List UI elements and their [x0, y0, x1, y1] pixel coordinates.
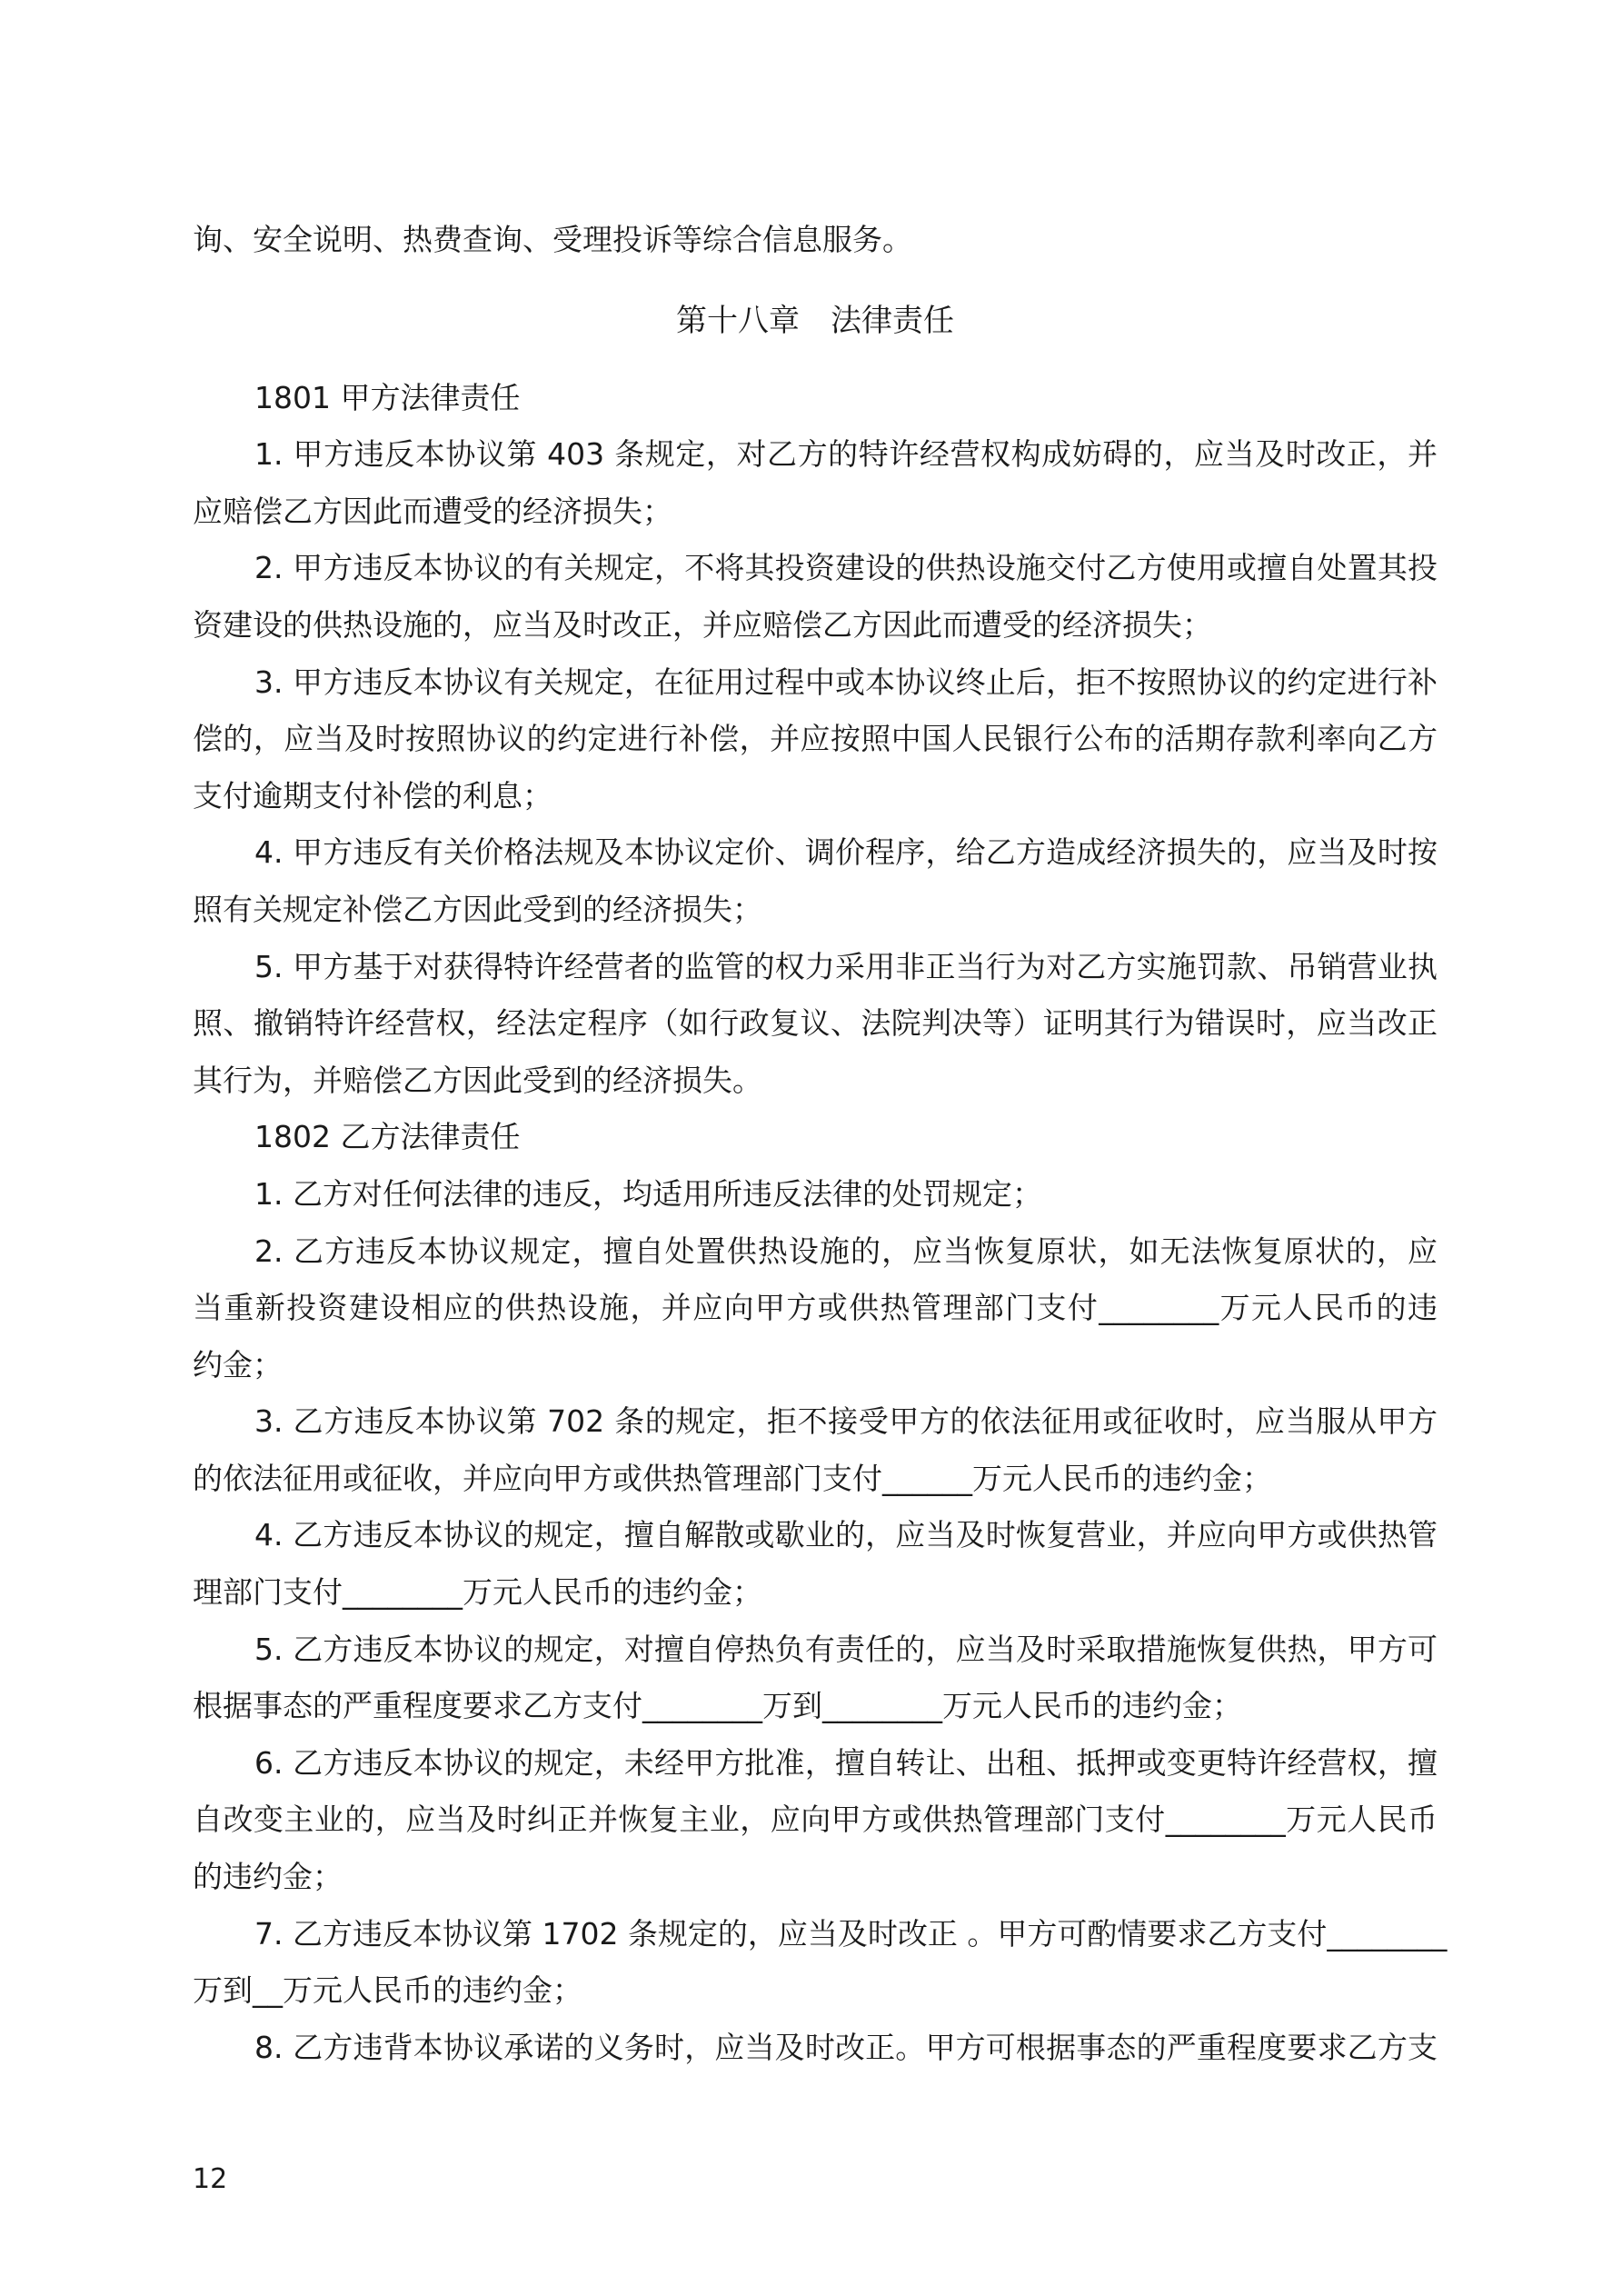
text-line: 4. 乙方违反本协议的规定，擅自解散或歇业的，应当及时恢复营业，并应向甲方或供热管	[254, 1517, 1438, 1553]
text-line: 1802 乙方法律责任	[254, 1119, 521, 1155]
text-line: 5. 乙方违反本协议的规定，对擅自停热负有责任的，应当及时采取措施恢复供热，甲方可	[254, 1631, 1438, 1667]
document-body	[193, 212, 1448, 2076]
chapter-text	[193, 370, 1448, 2077]
chapter-title: 第十八章 法律责任	[676, 302, 954, 339]
text-line: 当重新投资建设相应的供热设施，并应向甲方或供热管理部门支付________万元人民币的违	[193, 1290, 1438, 1326]
text-line: 1. 甲方违反本协议第 403 条规定，对乙方的特许经营权构成妨碍的，应当及时改正，并	[254, 436, 1438, 473]
text-line: 2. 甲方违反本协议的有关规定，不将其投资建设的供热设施交付乙方使用或擅自处置其投	[254, 550, 1438, 586]
text-line: 4. 甲方违反有关价格法规及本协议定价、调价程序，给乙方造成经济损失的，应当及时按	[254, 834, 1438, 871]
text-line: 6. 乙方违反本协议的规定，未经甲方批准，擅自转让、出租、抵押或变更特许经营权，擅	[254, 1744, 1438, 1781]
text-line: 询、安全说明、热费查询、受理投诉等综合信息服务。	[193, 222, 912, 257]
page-number: 12	[193, 2163, 228, 2195]
text-line: 3. 乙方违反本协议第 702 条的规定，拒不接受甲方的依法征用或征收时，应当服从甲方	[254, 1403, 1438, 1440]
text-line: 的依法征用或征收，并应向甲方或供热管理部门支付______万元人民币的违约金；	[193, 1460, 1272, 1496]
text-line: 支付逾期支付补偿的利息；	[193, 777, 552, 814]
text-line: 1801 甲方法律责任	[254, 379, 521, 415]
text-line: 照、撤销特许经营权，经法定程序（如行政复议、法院判决等）证明其行为错误时，应当改正	[193, 1005, 1438, 1042]
text-line: 根据事态的严重程度要求乙方支付________万到________万元人民币的违约金；	[193, 1688, 1242, 1724]
text-line: 自改变主业的，应当及时纠正并恢复主业，应向甲方或供热管理部门支付________万元人民币	[193, 1802, 1438, 1838]
text-line: 7. 乙方违反本协议第 1702 条规定的，应当及时改正 。甲方可酌情要求乙方支付________	[254, 1915, 1448, 1952]
text-line: 2. 乙方违反本协议规定，擅自处置供热设施的，应当恢复原状，如无法恢复原状的，应	[254, 1233, 1438, 1269]
text-line: 万到__万元人民币的违约金；	[193, 1972, 582, 2009]
text-line: 3. 甲方违反本协议有关规定，在征用过程中或本协议终止后，拒不按照协议的约定进行补	[254, 664, 1438, 700]
text-line: 应赔偿乙方因此而遭受的经济损失；	[193, 493, 672, 529]
preceding-text	[193, 212, 1438, 269]
text-line: 的违约金；	[193, 1859, 343, 1895]
text-line: 其行为，并赔偿乙方因此受到的经济损失。	[193, 1062, 762, 1098]
text-line: 8. 乙方违背本协议承诺的义务时，应当及时改正。甲方可根据事态的严重程度要求乙方支	[254, 2029, 1438, 2065]
text-line: 照有关规定补偿乙方因此受到的经济损失；	[193, 891, 762, 927]
text-line: 约金；	[193, 1346, 283, 1383]
text-line: 偿的，应当及时按照协议的约定进行补偿，并应按照中国人民银行公布的活期存款利率向乙方	[193, 721, 1438, 757]
text-line: 5. 甲方基于对获得特许经营者的监管的权力采用非正当行为对乙方实施罚款、吊销营业执	[254, 948, 1438, 984]
text-line: 1. 乙方对任何法律的违反，均适用所违反法律的处罚规定；	[254, 1175, 1042, 1212]
text-line: 理部门支付________万元人民币的违约金；	[193, 1574, 762, 1611]
text-line: 资建设的供热设施的，应当及时改正，并应赔偿乙方因此而遭受的经济损失；	[193, 606, 1212, 643]
